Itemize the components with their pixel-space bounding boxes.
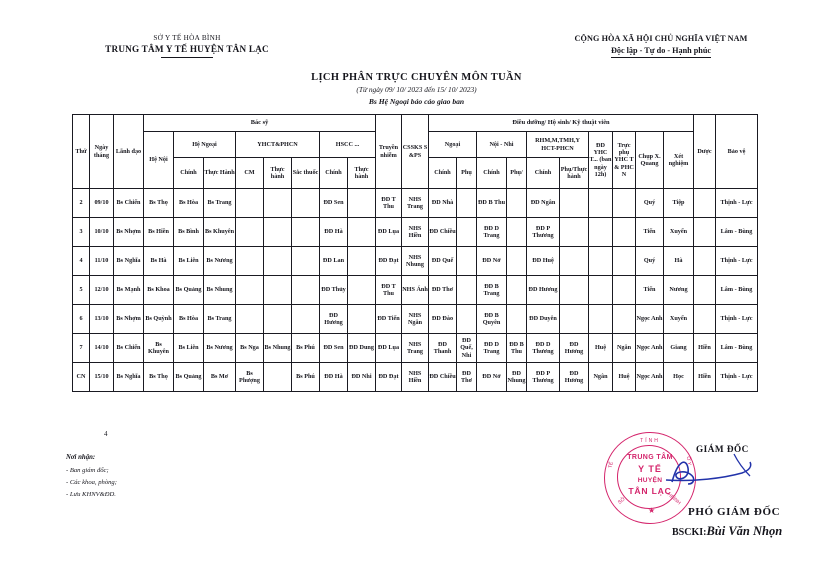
cell-thu: 5	[73, 276, 90, 305]
cell-dd-yhct: Huệ	[589, 334, 613, 363]
org-underline	[161, 57, 213, 58]
table-row	[73, 305, 758, 334]
cell-dd-noi-phu: ĐD Nhung	[507, 363, 527, 392]
cell-chup-xq: Quý	[636, 189, 664, 218]
cell-rhm-chinh: ĐD P Thương	[527, 218, 560, 247]
cell-dd-noi-chinh: ĐD B Trang	[477, 276, 507, 305]
document-header	[0, 0, 833, 58]
cell-dd-ngoai-chinh: ĐD Thơ	[429, 276, 457, 305]
cell-rhm-phu	[560, 247, 589, 276]
cell-dd-noi-chinh: ĐD B Quyên	[477, 305, 507, 334]
recipient-item: - Ban giám đốc;	[66, 466, 109, 474]
national-motto-block	[511, 34, 811, 58]
cell-dd-ngoai-chinh: ĐD Chiều	[429, 363, 457, 392]
cell-rhm-chinh: ĐD Duyên	[527, 305, 560, 334]
cell-ngoai-chinh: Bs Hòa	[174, 305, 204, 334]
cell-dd-yhct	[589, 247, 613, 276]
cell-yhct-cm: Bs Nga	[236, 334, 264, 363]
cell-hscc-th	[348, 276, 376, 305]
th-bao-ve: Bảo vệ	[716, 115, 758, 189]
th-cssks: CSSKS S &PS	[402, 115, 429, 189]
cell-hscc-chinh: ĐD Sen	[320, 189, 348, 218]
cell-xet-nghiem: Nương	[664, 276, 694, 305]
th-dd-ngoai-phu: Phụ	[457, 158, 477, 189]
cell-truc-phu	[613, 305, 636, 334]
cell-thu: 2	[73, 189, 90, 218]
cell-yhct-cm	[236, 218, 264, 247]
cell-bao-ve: Lâm - Bùng	[716, 218, 758, 247]
th-thu: Thứ	[73, 115, 90, 189]
cell-dd-ngoai-phu	[457, 276, 477, 305]
cell-ngoai-th: Bs Trang	[204, 305, 236, 334]
cell-yhct-sac	[292, 189, 320, 218]
cell-xet-nghiem: Học	[664, 363, 694, 392]
cell-dd-noi-phu	[507, 247, 527, 276]
cell-rhm-phu: ĐD Hương	[560, 363, 589, 392]
cell-xet-nghiem: Xuyến	[664, 218, 694, 247]
cell-dd-ngoai-phu: ĐD Thơ	[457, 363, 477, 392]
cell-dd-ngoai-phu	[457, 189, 477, 218]
th-hscc-thuc-hanh: Thực hành	[348, 158, 376, 189]
seal-arc-top: TỈNH	[640, 438, 660, 444]
page-title: LỊCH PHÂN TRỰC CHUYÊN MÔN TUẦN	[311, 72, 522, 83]
cell-dd-yhct	[589, 276, 613, 305]
cell-lanh-dao: Bs Chiến	[114, 334, 144, 363]
cell-yhct-th	[264, 276, 292, 305]
cell-rhm-chinh: ĐD Hương	[527, 276, 560, 305]
cell-ngoai-chinh: Bs Hòa	[174, 189, 204, 218]
seal-line-4: TÂN LẠC	[628, 486, 672, 496]
th-group-bac-sy: Bác sỹ	[144, 115, 376, 132]
cell-truyen-nhiem: ĐD Đạt	[376, 247, 402, 276]
cell-he-noi: Bs Thọ	[144, 189, 174, 218]
th-hscc: HSCC ...	[320, 132, 376, 158]
cell-thu: CN	[73, 363, 90, 392]
cell-ngay: 11/10	[90, 247, 114, 276]
cell-xet-nghiem: Xuyến	[664, 305, 694, 334]
cell-dd-noi-phu	[507, 276, 527, 305]
cell-rhm-phu	[560, 305, 589, 334]
cell-hscc-chinh: ĐD Hương	[320, 305, 348, 334]
org-line-1: SỞ Y TẾ HÒA BÌNH	[153, 34, 221, 42]
cell-lanh-dao: Bs Chiến	[114, 189, 144, 218]
th-ngoai-thuc-hanh: Thực Hành	[204, 158, 236, 189]
th-he-noi: Hệ Nội	[144, 132, 174, 189]
cell-dd-noi-chinh: ĐD D Trang	[477, 334, 507, 363]
cell-hscc-chinh: ĐD Lan	[320, 247, 348, 276]
cell-rhm-chinh: ĐD Huệ	[527, 247, 560, 276]
cell-yhct-th	[264, 247, 292, 276]
cell-ngay: 13/10	[90, 305, 114, 334]
cell-he-noi: Bs Hà	[144, 247, 174, 276]
cell-yhct-th	[264, 189, 292, 218]
schedule-table-wrap	[72, 114, 833, 392]
cell-hscc-chinh: ĐD Thủy	[320, 276, 348, 305]
cell-yhct-cm: Bs Phượng	[236, 363, 264, 392]
cell-ngoai-th: Bs Nương	[204, 334, 236, 363]
cell-he-noi: Bs Thọ	[144, 363, 174, 392]
director-label: GIÁM ĐỐC	[696, 444, 749, 454]
cell-chup-xq: Ngọc Anh	[636, 334, 664, 363]
th-dd-rhm-phu: Phụ/Thực hành	[560, 158, 589, 189]
cell-yhct-sac	[292, 305, 320, 334]
cell-chup-xq: Ngọc Anh	[636, 363, 664, 392]
cell-dd-ngoai-phu	[457, 305, 477, 334]
cell-duoc: Hiền	[694, 363, 716, 392]
title-date-range: (Từ ngày 09/ 10/ 2023 đến 15/ 10/ 2023)	[356, 85, 477, 94]
cell-truyen-nhiem: ĐD T Thu	[376, 189, 402, 218]
cell-cssks: NHS Ánh	[402, 276, 429, 305]
cell-yhct-cm	[236, 189, 264, 218]
cell-truc-phu	[613, 276, 636, 305]
cell-truyen-nhiem: ĐD Lụa	[376, 334, 402, 363]
cell-truyen-nhiem: ĐD Lụa	[376, 218, 402, 247]
cell-truc-phu	[613, 218, 636, 247]
table-row	[73, 276, 758, 305]
cell-dd-ngoai-chinh: ĐD Nhà	[429, 189, 457, 218]
cell-chup-xq: Quý	[636, 247, 664, 276]
cell-hscc-th	[348, 218, 376, 247]
cell-cssks: NHS Trang	[402, 334, 429, 363]
cell-cssks: NHS Nhung	[402, 247, 429, 276]
th-dd-yhct: ĐD YHC T... (ban ngày 12h)	[589, 132, 613, 189]
cell-cssks: NHS Ngân	[402, 305, 429, 334]
cell-yhct-sac	[292, 218, 320, 247]
cell-chup-xq: Tiến	[636, 276, 664, 305]
cell-duoc	[694, 218, 716, 247]
cell-hscc-chinh: ĐD Hà	[320, 218, 348, 247]
cell-bao-ve: Thịnh - Lực	[716, 305, 758, 334]
nation-underline	[611, 57, 711, 58]
deputy-director-label: PHÓ GIÁM ĐỐC	[688, 506, 781, 518]
cell-he-noi: Bs Hiền	[144, 218, 174, 247]
cell-ngay: 10/10	[90, 218, 114, 247]
cell-dd-yhct	[589, 189, 613, 218]
th-he-ngoai: Hệ Ngoại	[174, 132, 236, 158]
cell-xet-nghiem: Giang	[664, 334, 694, 363]
cell-ngoai-th: Bs Mơ	[204, 363, 236, 392]
cell-dd-noi-chinh: ĐD D Trang	[477, 218, 507, 247]
org-line-2: TRUNG TÂM Y TẾ HUYỆN TÂN LẠC	[105, 44, 269, 54]
cell-bao-ve: Lâm - Bùng	[716, 334, 758, 363]
cell-yhct-th	[264, 305, 292, 334]
cell-duoc	[694, 276, 716, 305]
cell-cssks: NHS Trang	[402, 189, 429, 218]
th-lanh-dao: Lãnh đạo	[114, 115, 144, 189]
cell-lanh-dao: Bs Mạnh	[114, 276, 144, 305]
cell-xet-nghiem: Hà	[664, 247, 694, 276]
th-group-dieu-duong: Điều dưỡng/ Hộ sinh/ Kỹ thuật viên	[429, 115, 694, 132]
cell-ngoai-th: Bs Nhung	[204, 276, 236, 305]
th-dd-noi-phu: Phụ/	[507, 158, 527, 189]
cell-dd-yhct: Ngân	[589, 363, 613, 392]
cell-cssks: NHS Hiền	[402, 363, 429, 392]
cell-duoc	[694, 305, 716, 334]
cell-ngoai-th: Bs Nương	[204, 247, 236, 276]
cell-truyen-nhiem: ĐD Tiến	[376, 305, 402, 334]
cell-ngay: 12/10	[90, 276, 114, 305]
cell-he-noi: Bs Quỳnh	[144, 305, 174, 334]
th-dd-ngoai-chinh: Chính	[429, 158, 457, 189]
cell-ngoai-chinh: Bs Liên	[174, 334, 204, 363]
cell-rhm-chinh: ĐD Ngân	[527, 189, 560, 218]
handwritten-signature	[664, 452, 784, 492]
cell-rhm-phu	[560, 218, 589, 247]
cell-ngoai-th: Bs Trang	[204, 189, 236, 218]
title-block	[0, 72, 833, 106]
cell-hscc-th: ĐD Nhi	[348, 363, 376, 392]
th-ngay-thang: Ngày tháng	[90, 115, 114, 189]
cell-yhct-cm	[236, 276, 264, 305]
title-note: Bs Hệ Ngoại báo cáo giao ban	[368, 97, 465, 106]
cell-truc-phu: Ngân	[613, 334, 636, 363]
cell-yhct-cm	[236, 247, 264, 276]
table-row	[73, 189, 758, 218]
cell-ngoai-chinh: Bs Quảng	[174, 276, 204, 305]
seal-arc-bottom-left: SỞ	[616, 496, 627, 506]
cell-dd-yhct	[589, 305, 613, 334]
th-xet-nghiem: Xét nghiệm	[664, 132, 694, 189]
table-row	[73, 247, 758, 276]
cell-bao-ve: Thịnh - Lực	[716, 189, 758, 218]
cell-hscc-th	[348, 305, 376, 334]
cell-hscc-chinh: ĐD Sen	[320, 334, 348, 363]
cell-ngoai-chinh: Bs Quảng	[174, 363, 204, 392]
cell-yhct-sac	[292, 247, 320, 276]
cell-thu: 6	[73, 305, 90, 334]
schedule-table	[72, 114, 758, 392]
nation-line-1: CỘNG HÒA XÃ HỘI CHỦ NGHĨA VIỆT NAM	[574, 34, 748, 43]
th-ngoai-chinh: Chính	[174, 158, 204, 189]
cell-dd-ngoai-chinh: ĐD Thanh	[429, 334, 457, 363]
th-yhct-sac-thuoc: Sắc thuốc	[292, 158, 320, 189]
seal-line-1: TRUNG TÂM	[627, 454, 673, 461]
cell-dd-noi-phu	[507, 189, 527, 218]
cell-dd-yhct	[589, 218, 613, 247]
cell-lanh-dao: Bs Nghĩa	[114, 363, 144, 392]
th-dd-ngoai: Ngoại	[429, 132, 477, 158]
cell-thu: 4	[73, 247, 90, 276]
cell-lanh-dao: Bs Nghĩa	[114, 247, 144, 276]
table-row	[73, 363, 758, 392]
organization-block	[22, 34, 352, 58]
cell-chup-xq: Tiến	[636, 218, 664, 247]
cell-lanh-dao: Bs Nhợm	[114, 305, 144, 334]
th-dd-noi-chinh: Chính	[477, 158, 507, 189]
seal-arc-right: Ở Y	[684, 456, 693, 466]
th-dd-noi-nhi: Nội - Nhi	[477, 132, 527, 158]
th-yhct-cm: CM	[236, 158, 264, 189]
th-dd-rhm-chinh: Chính	[527, 158, 560, 189]
cell-ngoai-chinh: Bs Liên	[174, 247, 204, 276]
cell-cssks: NHS Hiền	[402, 218, 429, 247]
cell-ngay: 15/10	[90, 363, 114, 392]
recipient-item: - Các khoa, phòng;	[66, 478, 117, 486]
page-number: 4	[104, 430, 108, 438]
cell-dd-ngoai-phu	[457, 218, 477, 247]
cell-ngoai-th: Bs Khuyên	[204, 218, 236, 247]
cell-yhct-th: Bs Nhung	[264, 334, 292, 363]
cell-xet-nghiem: Tiệp	[664, 189, 694, 218]
cell-dd-ngoai-phu	[457, 247, 477, 276]
cell-dd-ngoai-phu: ĐD Quế, Nhi	[457, 334, 477, 363]
cell-hscc-chinh: ĐD Hà	[320, 363, 348, 392]
th-yhct-phcn: YHCT&PHCN	[236, 132, 320, 158]
cell-dd-noi-phu	[507, 218, 527, 247]
seal-star-icon: ★	[648, 506, 656, 515]
cell-dd-noi-phu	[507, 305, 527, 334]
cell-dd-noi-chinh: ĐD Nở	[477, 363, 507, 392]
cell-truc-phu	[613, 247, 636, 276]
cell-duoc	[694, 247, 716, 276]
cell-bao-ve: Thịnh - Lực	[716, 247, 758, 276]
cell-truyen-nhiem: ĐD Đạt	[376, 363, 402, 392]
cell-rhm-chinh: ĐD D Thương	[527, 334, 560, 363]
signer-line	[672, 524, 782, 539]
cell-he-noi: Bs Khuyên	[144, 334, 174, 363]
th-dd-rhm: RHM,M,TMH,Y HCT-PHCN	[527, 132, 589, 158]
seal-arc-bottom-right: HBÌNH	[666, 491, 683, 507]
cell-ngay: 09/10	[90, 189, 114, 218]
th-duoc: Dược	[694, 115, 716, 189]
signer-degree: BSCKI:	[672, 527, 707, 538]
cell-yhct-sac: Bs Phú	[292, 363, 320, 392]
th-chup-xquang: Chụp X. Quang	[636, 132, 664, 189]
cell-hscc-th	[348, 189, 376, 218]
cell-thu: 7	[73, 334, 90, 363]
seal-line-3: HUYỆN	[637, 477, 663, 484]
cell-dd-noi-chinh: ĐD Nở	[477, 247, 507, 276]
cell-dd-noi-phu: ĐD B Thu	[507, 334, 527, 363]
cell-rhm-phu	[560, 189, 589, 218]
cell-hscc-th	[348, 247, 376, 276]
cell-ngay: 14/10	[90, 334, 114, 363]
cell-lanh-dao: Bs Nhợm	[114, 218, 144, 247]
nation-line-2: Độc lập - Tự do - Hạnh phúc	[610, 46, 712, 55]
recipient-item: - Lưu KHNV&ĐD.	[66, 490, 116, 498]
cell-duoc: Hiền	[694, 334, 716, 363]
cell-yhct-th	[264, 363, 292, 392]
th-yhct-thuc-hanh: Thực hành	[264, 158, 292, 189]
th-hscc-chinh: Chính	[320, 158, 348, 189]
table-row	[73, 334, 758, 363]
cell-dd-noi-chinh: ĐD B Thu	[477, 189, 507, 218]
table-row	[73, 218, 758, 247]
cell-duoc	[694, 189, 716, 218]
cell-ngoai-chinh: Bs Bình	[174, 218, 204, 247]
cell-dd-ngoai-chinh: ĐD Đào	[429, 305, 457, 334]
recipients-block	[66, 452, 117, 501]
cell-yhct-th	[264, 218, 292, 247]
seal-line-2: Y TẾ	[638, 464, 662, 474]
cell-dd-ngoai-chinh: ĐD Chiều	[429, 218, 457, 247]
cell-thu: 3	[73, 218, 90, 247]
cell-rhm-chinh: ĐD P Thương	[527, 363, 560, 392]
th-truc-phu: Trực phụ YHC T & PHC N	[613, 132, 636, 189]
cell-hscc-th: ĐD Dung	[348, 334, 376, 363]
cell-bao-ve: Lâm - Bùng	[716, 276, 758, 305]
seal-arc-left: TẾ	[607, 461, 615, 469]
recipients-title: Nơi nhận:	[66, 454, 96, 461]
cell-bao-ve: Thịnh - Lực	[716, 363, 758, 392]
cell-rhm-phu	[560, 276, 589, 305]
cell-dd-ngoai-chinh: ĐD Quế	[429, 247, 457, 276]
cell-he-noi: Bs Khoa	[144, 276, 174, 305]
cell-truyen-nhiem: ĐD T Thu	[376, 276, 402, 305]
signer-name: Bùi Văn Nhọn	[706, 524, 783, 538]
cell-chup-xq: Ngọc Anh	[636, 305, 664, 334]
th-truyen-nhiem: Truyền nhiễm	[376, 115, 402, 189]
cell-truc-phu: Huệ	[613, 363, 636, 392]
cell-yhct-sac: Bs Phú	[292, 334, 320, 363]
cell-rhm-phu: ĐD Hương	[560, 334, 589, 363]
schedule-table-body	[73, 189, 758, 392]
cell-truc-phu	[613, 189, 636, 218]
cell-yhct-cm	[236, 305, 264, 334]
cell-yhct-sac	[292, 276, 320, 305]
